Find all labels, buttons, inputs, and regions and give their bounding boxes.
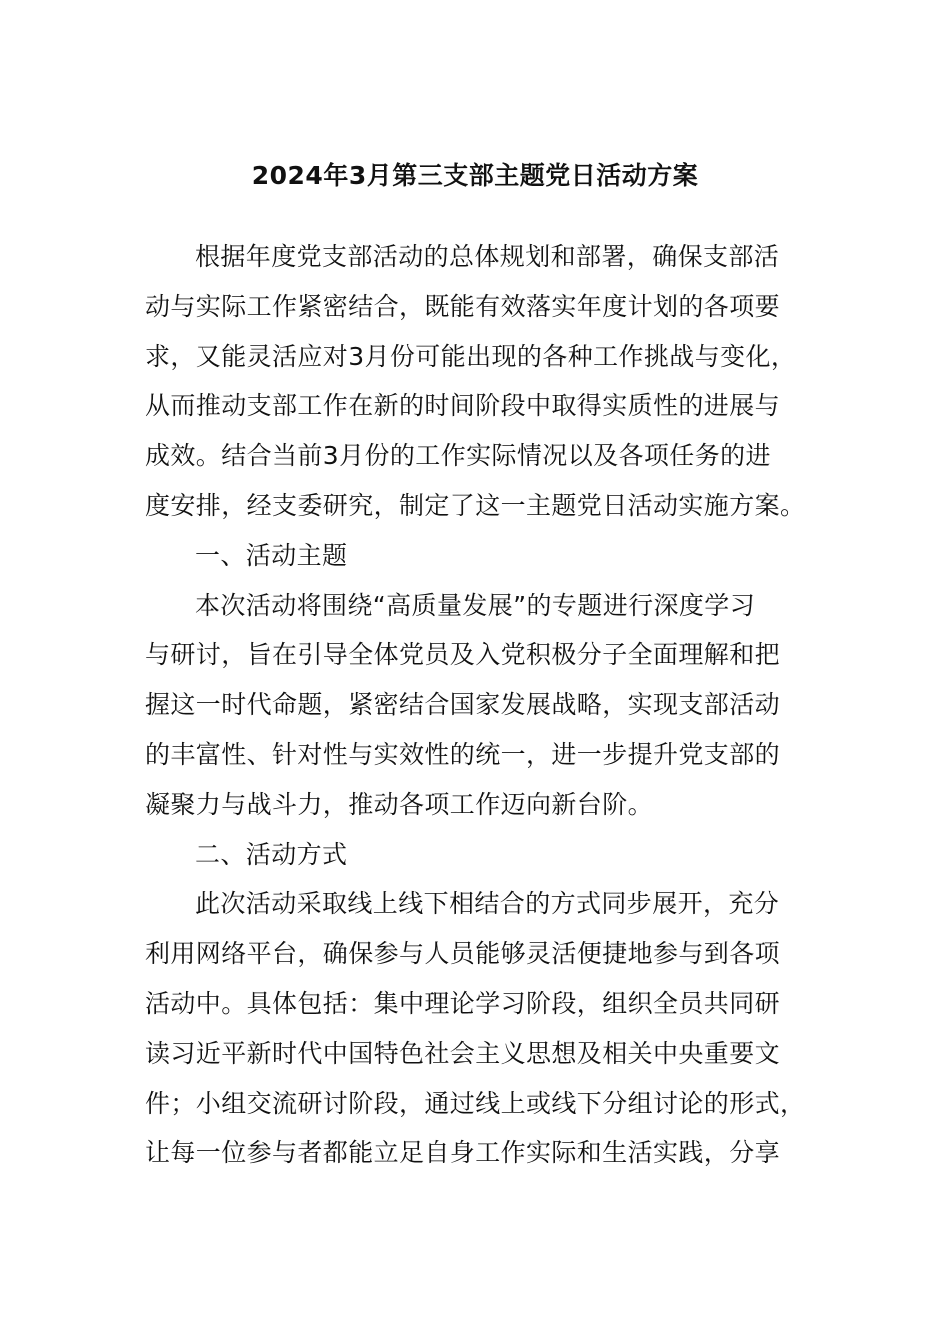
text-line: 根据年度党支部活动的总体规划和部署，确保支部活 — [195, 242, 780, 271]
text-line: 成效。结合当前3月份的工作实际情况以及各项任务的进 — [145, 441, 771, 471]
text-line: 件；小组交流研讨阶段，通过线上或线下分组讨论的形式， — [145, 1088, 806, 1118]
text-line: 活动中。具体包括：集中理论学习阶段，组织全员共同研 — [145, 988, 781, 1018]
text-line: 一、活动主题 — [195, 540, 348, 570]
text-line: 度安排，经支委研究，制定了这一主题党日活动实施方案。 — [145, 490, 806, 520]
text-line: 利用网络平台，确保参与人员能够灵活便捷地参与到各项 — [145, 939, 781, 969]
text-line: 凝聚力与战斗力，推动各项工作迈向新台阶。 — [145, 789, 654, 819]
document-title: 2024年3月第三支部主题党日活动方案 — [251, 161, 699, 190]
text-line: 动与实际工作紧密结合，既能有效落实年度计划的各项要 — [145, 291, 781, 321]
text-line: 握这一时代命题，紧密结合国家发展战略，实现支部活动 — [145, 690, 781, 720]
text-line: 的丰富性、针对性与实效性的统一，进一步提升党支部的 — [145, 739, 781, 769]
text-line: 二、活动方式 — [195, 839, 348, 869]
text-line: 与研讨，旨在引导全体党员及入党积极分子全面理解和把 — [145, 640, 781, 670]
text-line: 求，又能灵活应对3月份可能出现的各种工作挑战与变化， — [145, 341, 797, 371]
text-line: 读习近平新时代中国特色社会主义思想及相关中央重要文 — [145, 1038, 781, 1068]
text-line: 让每一位参与者都能立足自身工作实际和生活实践，分享 — [145, 1138, 781, 1168]
text-line: 从而推动支部工作在新的时间阶段中取得实质性的进展与 — [145, 391, 781, 421]
document-body — [145, 232, 815, 1178]
text-line: 此次活动采取线上线下相结合的方式同步展开，充分 — [195, 889, 780, 919]
text-line: 本次活动将围绕“高质量发展”的专题进行深度学习 — [195, 590, 756, 620]
